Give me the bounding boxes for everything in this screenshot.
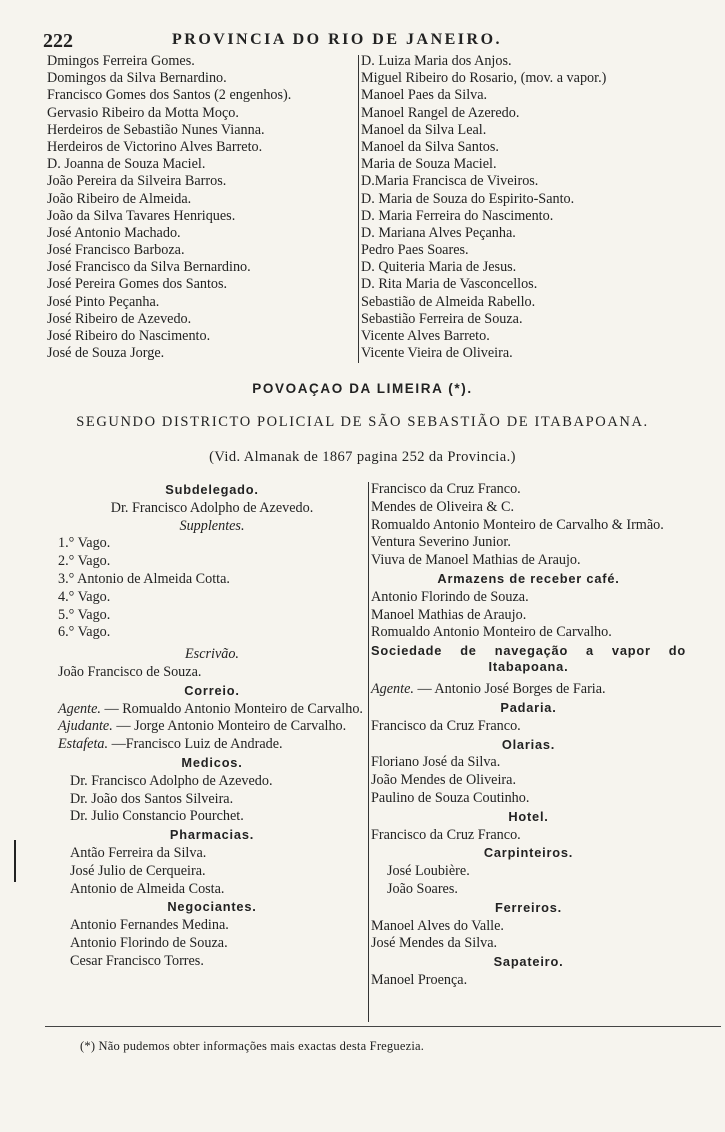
list-item: João da Silva Tavares Henriques. xyxy=(47,207,236,224)
list-item: Paulino de Souza Coutinho. xyxy=(371,789,530,806)
list-item: D. Quiteria Maria de Jesus. xyxy=(361,259,517,276)
list-item: Vicente Alves Barreto. xyxy=(361,328,490,344)
list-item: José Pinto Peçanha. xyxy=(47,293,160,310)
list-item: Antonio Florindo de Souza. xyxy=(371,588,529,605)
list-item: Pedro Paes Soares. xyxy=(361,242,469,259)
correio-estafeta xyxy=(58,736,366,754)
list-item: Manoel Alves do Valle. xyxy=(371,917,504,934)
list-item: João Mendes de Oliveira. xyxy=(371,772,516,789)
list-item: Antonio de Almeida Costa. xyxy=(70,880,225,897)
list-item: Miguel Ribeiro do Rosario, (mov. a vapor.) xyxy=(361,70,607,87)
list-item: D. Luiza Maria dos Anjos. xyxy=(361,53,512,69)
list-item: D. Maria Ferreira do Nascimento. xyxy=(361,207,554,224)
list-item: João Pereira da Silveira Barros. xyxy=(47,173,227,190)
list-item: Francisco da Cruz Franco. xyxy=(371,826,521,843)
list-item: José Ribeiro de Azevedo. xyxy=(47,310,192,327)
running-title: PROVINCIA DO RIO DE JANEIRO. xyxy=(172,31,503,48)
role-label: Estafeta. xyxy=(58,736,109,753)
list-item: Sebastião de Almeida Rabello. xyxy=(361,293,536,310)
list-item: Manoel da Silva Santos. xyxy=(361,138,499,155)
list-item: Herdeiros de Sebastião Nunes Vianna. xyxy=(47,121,265,138)
list-item: Romualdo Antonio Monteiro de Carvalho. xyxy=(371,624,612,641)
list-item: Domingos da Silva Bernardino. xyxy=(47,70,227,87)
list-item: José Pereira Gomes dos Santos. xyxy=(47,276,228,293)
escrivao-name: João Francisco de Souza. xyxy=(58,663,202,680)
list-item: João Soares. xyxy=(387,880,458,897)
list-item: Viuva de Manoel Mathias de Araujo. xyxy=(371,552,581,569)
list-item: Mendes de Oliveira & C. xyxy=(371,498,515,515)
role-value: — Antonio José Borges de Faria. xyxy=(417,681,606,698)
list-item: Dr. Francisco Adolpho de Azevedo. xyxy=(70,772,273,789)
right-column xyxy=(371,481,686,990)
list-item: D.Maria Francisca de Viveiros. xyxy=(361,173,539,190)
margin-mark xyxy=(14,840,16,882)
list-item: Dr. Julio Constancio Pourchet. xyxy=(70,808,244,825)
list-item: José Ribeiro do Nascimento. xyxy=(47,328,211,344)
list-item: D. Joanna de Souza Maciel. xyxy=(47,156,206,173)
role-value: — Romualdo Antonio Monteiro de Carvalho. xyxy=(104,700,363,717)
heading-sapateiro: Sapateiro. xyxy=(493,954,564,970)
left-column xyxy=(58,481,366,971)
list-item: 6.° Vago. xyxy=(58,624,111,641)
list-item: José Antonio Machado. xyxy=(47,224,181,241)
list-item: 4.° Vago. xyxy=(58,588,111,605)
list-item: José de Souza Jorge. xyxy=(47,345,165,362)
list-item: D. Maria de Souza do Espirito-Santo. xyxy=(361,190,575,207)
list-item: Cesar Francisco Torres. xyxy=(70,952,204,969)
heading-subdelegado: Subdelegado. xyxy=(165,482,259,497)
heading-armazens: Armazens de receber café. xyxy=(437,570,620,586)
role-value: —Francisco Luiz de Andrade. xyxy=(111,736,283,753)
list-item: Antonio Fernandes Medina. xyxy=(70,917,229,934)
sociedade-agente xyxy=(371,681,686,699)
list-item: Floriano José da Silva. xyxy=(371,754,501,771)
heading-carpinteiros: Carpinteiros. xyxy=(483,845,574,861)
heading-olarias: Olarias. xyxy=(501,736,556,752)
list-item: José Loubière. xyxy=(387,863,470,880)
heading-escrivao: Escrivão. xyxy=(185,646,239,663)
list-item: Antonio Florindo de Souza. xyxy=(70,934,228,951)
top-left-list xyxy=(47,53,359,362)
list-item: Sebastião Ferreira de Souza. xyxy=(361,310,523,327)
role-label: Agente. xyxy=(371,681,414,698)
list-item: Manoel da Silva Leal. xyxy=(361,121,487,138)
heading-sociedade: Sociedade de navegação a vapor do Itabapoana. xyxy=(371,643,686,675)
list-item: 5.° Vago. xyxy=(58,606,111,623)
heading-ferreiros: Ferreiros. xyxy=(494,899,563,915)
section-reference: (Vid. Almanak de 1867 pagina 252 da Provincia.) xyxy=(209,449,516,465)
list-item: Antão Ferreira da Silva. xyxy=(70,844,207,861)
section-title: POVOAÇAO DA LIMEIRA (*). xyxy=(252,381,473,396)
list-item: Dr. João dos Santos Silveira. xyxy=(70,790,234,807)
top-right-list xyxy=(361,53,691,362)
list-item: Manoel Paes da Silva. xyxy=(361,87,488,104)
heading-padaria: Padaria. xyxy=(500,699,557,715)
list-item: D. Mariana Alves Peçanha. xyxy=(361,224,516,241)
list-item: Ventura Severino Junior. xyxy=(371,534,511,551)
list-item: Manoel Proença. xyxy=(371,971,468,988)
list-item: Francisco da Cruz Franco. xyxy=(371,481,521,497)
subdelegado-name: Dr. Francisco Adolpho de Azevedo. xyxy=(110,499,314,516)
list-item: José Francisco da Silva Bernardino. xyxy=(47,259,251,276)
heading-hotel: Hotel. xyxy=(508,808,549,824)
column-divider-bottom xyxy=(368,482,369,1022)
list-item: José Julio de Cerqueira. xyxy=(70,862,206,879)
page-number: 222 xyxy=(43,30,73,52)
role-value: — Jorge Antonio Monteiro de Carvalho. xyxy=(116,718,347,735)
list-item: João Ribeiro de Almeida. xyxy=(47,190,192,207)
list-item: D. Rita Maria de Vasconcellos. xyxy=(361,276,538,293)
list-item: José Mendes da Silva. xyxy=(371,935,498,952)
list-item: Maria de Souza Maciel. xyxy=(361,156,497,173)
role-label: Agente. xyxy=(58,700,101,717)
list-item: Manoel Rangel de Azeredo. xyxy=(361,104,520,121)
list-item: Francisco da Cruz Franco. xyxy=(371,717,521,734)
list-item: 2.° Vago. xyxy=(58,553,111,570)
heading-correio: Correio. xyxy=(184,682,240,698)
section-subtitle: SEGUNDO DISTRICTO POLICIAL DE SÃO SEBASTIÃO DE ITABAPOANA. xyxy=(76,414,649,430)
list-item: Francisco Gomes dos Santos (2 engenhos). xyxy=(47,87,292,104)
page-header xyxy=(0,30,725,52)
list-item: Romualdo Antonio Monteiro de Carvalho & Irmão. xyxy=(371,516,664,533)
role-label: Ajudante. xyxy=(58,718,113,735)
list-item: 3.° Antonio de Almeida Cotta. xyxy=(58,570,230,587)
list-item: Manoel Mathias de Araujo. xyxy=(371,606,527,623)
list-item: Dmingos Ferreira Gomes. xyxy=(47,53,195,69)
heading-medicos: Medicos. xyxy=(181,754,243,770)
list-item: 1.° Vago. xyxy=(58,535,111,552)
heading-negociantes: Negociantes. xyxy=(167,899,257,915)
footnote-rule xyxy=(45,1026,721,1027)
correio-ajudante xyxy=(58,718,366,736)
heading-supplentes: Supplentes. xyxy=(179,517,245,534)
list-item: Herdeiros de Victorino Alves Barreto. xyxy=(47,138,263,155)
heading-pharmacias: Pharmacias. xyxy=(169,827,255,843)
footnote: (*) Não pudemos obter informações mais exactas desta Freguezia. xyxy=(80,1039,425,1053)
correio-agente xyxy=(58,701,366,719)
column-divider-top xyxy=(358,55,359,363)
list-item: José Francisco Barboza. xyxy=(47,242,185,259)
list-item: Gervasio Ribeiro da Motta Moço. xyxy=(47,104,239,121)
list-item: Vicente Vieira de Oliveira. xyxy=(361,345,513,362)
